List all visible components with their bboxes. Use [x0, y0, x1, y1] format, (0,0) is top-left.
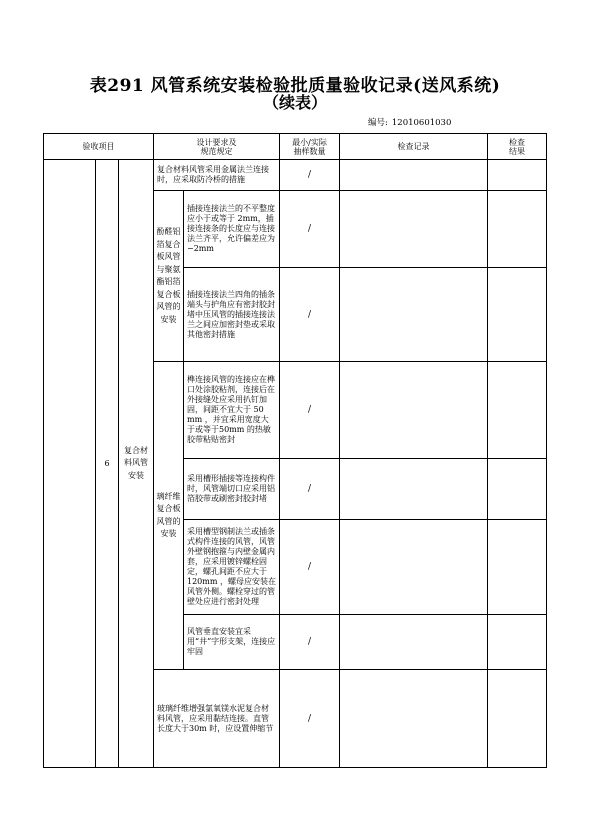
requirement-cell: 采用槽型钢制法兰或插条式构件连接的风管，风管外壁钢抱箍与内壁金属内套，应采用镀锌螺栓固定，螺孔间距不应大于 120mm ，螺母应安装在风管外侧。螺栓穿过的管壁处应进行密封处理	[184, 520, 280, 615]
group-label-glass: 璃纤维复合板风管的安装	[154, 362, 184, 670]
header-sample-line1: 最小/实际	[292, 137, 327, 147]
requirement-cell: 榫连接风管的连接应在榫口处涂胶粘剂，连接后在外接缝处应采用扒钉加固，间距不宜大于 50 mm ，并宜采用宽度大于或等于50mm 的热敏胶带粘贴密封	[184, 362, 280, 459]
record-cell	[340, 615, 488, 670]
record-cell	[340, 362, 488, 459]
sample-cell: /	[280, 520, 340, 615]
serial-number	[368, 116, 451, 128]
item-name: 复合材料风管安装	[119, 160, 154, 768]
requirement-cell: 采用槽形插接等连接构件时，风管端切口应采用铝箔胶带或刷密封胶封堵	[184, 459, 280, 520]
header-design-req-line2: 规范规定	[200, 146, 233, 156]
result-cell	[488, 191, 547, 268]
sample-cell: /	[280, 459, 340, 520]
header-record: 检查记录	[340, 134, 488, 160]
inspection-table	[43, 133, 547, 768]
sample-cell: /	[280, 160, 340, 191]
row-blank-cell	[44, 160, 96, 768]
sample-cell: /	[280, 615, 340, 670]
result-cell	[488, 268, 547, 362]
requirement-cell: 复合材料风管采用金属法兰连接时，应采取防冷桥的措施	[154, 160, 280, 191]
header-result-line1: 检查	[509, 137, 525, 147]
result-cell	[488, 670, 547, 768]
sample-cell: /	[280, 670, 340, 768]
result-cell	[488, 160, 547, 191]
record-cell	[340, 520, 488, 615]
page-title: 表291 风管系统安装检验批质量验收记录(送风系统)	[89, 76, 501, 96]
sample-cell: /	[280, 362, 340, 459]
header-result	[488, 134, 547, 160]
sample-cell: /	[280, 268, 340, 362]
requirement-cell: 玻璃纤维增强氯氧镁水泥复合材料风管，应采用黏结连接。直管长度大于30m 时，应设置伸缩节	[154, 670, 280, 768]
requirement-cell: 插接连接法兰的不平整度应小于或等于 2mm，插接连接条的长度应与连接法兰齐平，允许偏差应为−2mm	[184, 191, 280, 268]
result-cell	[488, 520, 547, 615]
header-sample-line2: 抽样数量	[293, 146, 326, 156]
record-cell	[340, 670, 488, 768]
record-cell	[340, 191, 488, 268]
serial-value: 12010601030	[391, 118, 452, 128]
header-result-line2: 结果	[509, 146, 525, 156]
group-label-phenolic: 酚醛铝箔复合板风管与聚氨酯铝箔复合板风管的安装	[154, 191, 184, 362]
page-subtitle: （续表）	[262, 93, 327, 112]
serial-label: 编号:	[368, 118, 388, 128]
record-cell	[340, 160, 488, 191]
table-row	[44, 160, 547, 191]
header-design-req-line1: 设计要求及	[196, 137, 237, 147]
row-number: 6	[96, 160, 119, 768]
sample-cell: /	[280, 191, 340, 268]
header-row	[44, 134, 547, 160]
result-cell	[488, 615, 547, 670]
requirement-cell: 风管垂直安装宜采用“井”字形支架，连接应牢固	[184, 615, 280, 670]
record-cell	[340, 459, 488, 520]
record-cell	[340, 268, 488, 362]
header-design-req	[154, 134, 280, 160]
requirement-cell: 插接连接法兰四角的插条端头与护角应有密封胶封堵中压风管的插接连接法兰之间应加密封垫或采取其他密封措施	[184, 268, 280, 362]
header-item: 验收项目	[44, 134, 154, 160]
result-cell	[488, 459, 547, 520]
result-cell	[488, 362, 547, 459]
header-sample	[280, 134, 340, 160]
